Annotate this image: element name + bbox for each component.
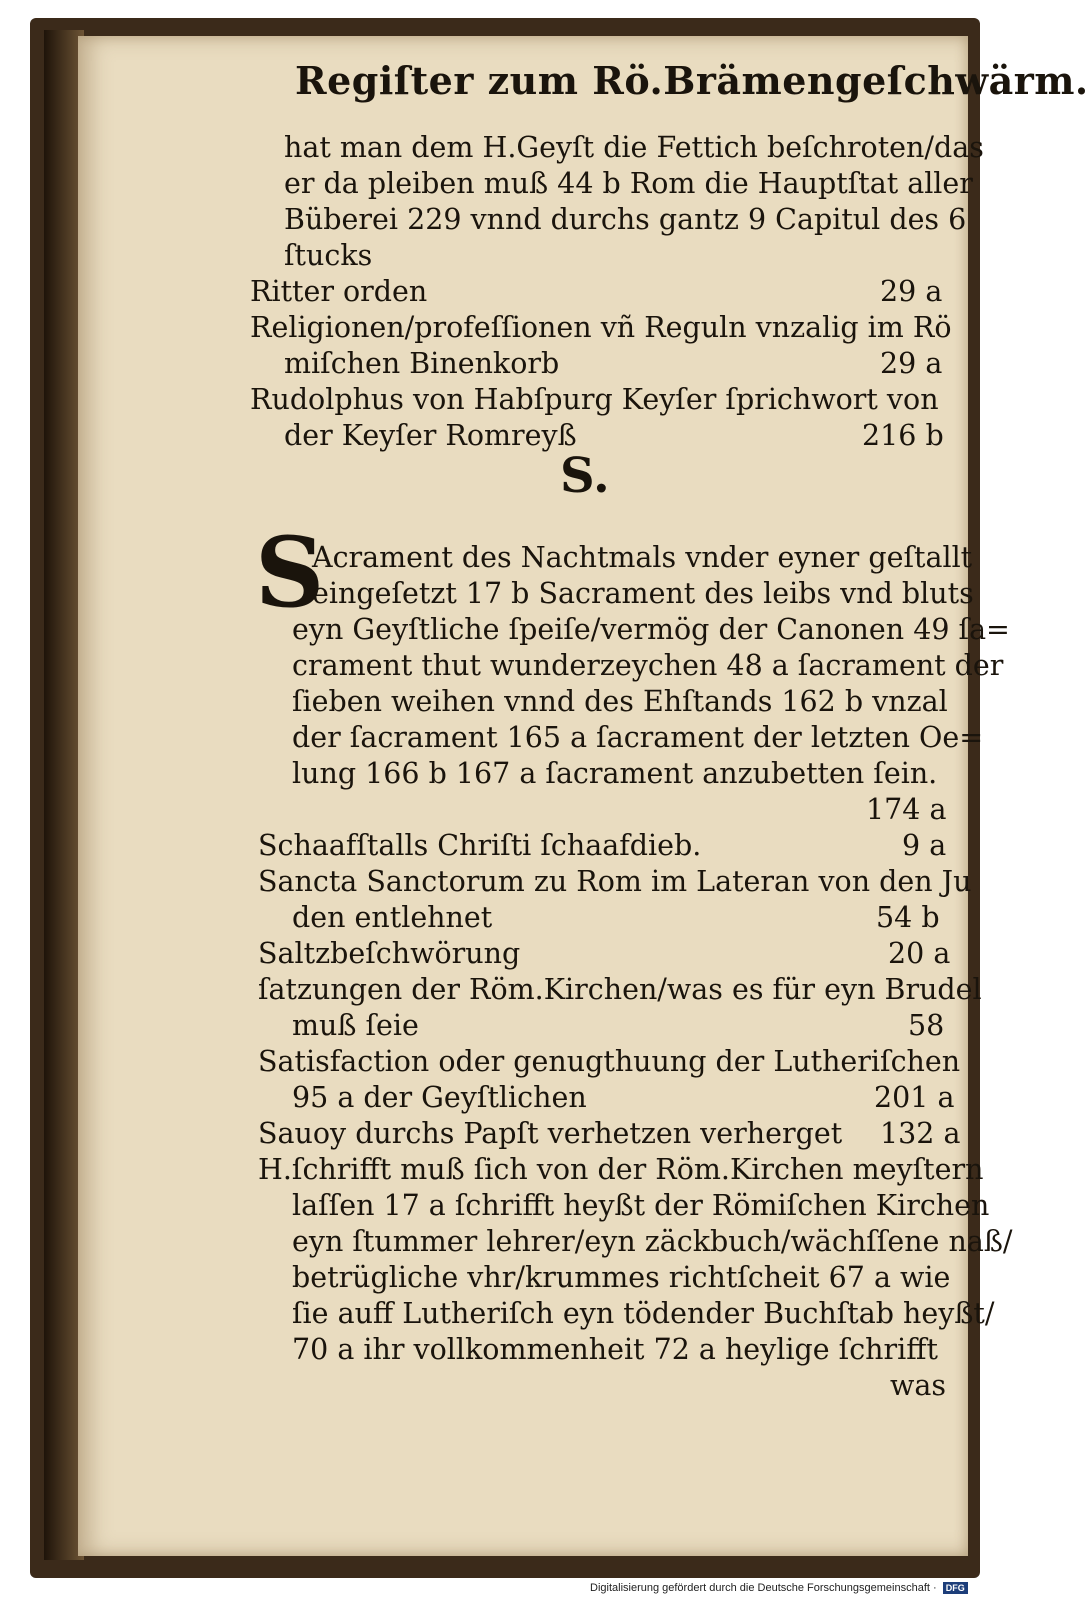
text-line: ſie auff Lutheriſch eyn tödender Buchſtab heyßt/ — [292, 1297, 995, 1330]
index-entry: Sancta Sanctorum zu Rom im Lateran von den Ju — [258, 865, 972, 898]
index-entry: Sauoy durchs Papſt verhetzen verherget — [258, 1117, 843, 1150]
text-line: 70 a ihr vollkommenheit 72 a heylige ſchrifft — [292, 1333, 938, 1366]
drop-capital: S — [255, 516, 325, 629]
dfg-logo: DFG — [943, 1582, 968, 1594]
index-entry: ſatzungen der Röm.Kirchen/was es für eyn Brudel — [258, 973, 982, 1006]
text-line: eyn ſtummer lehrer/eyn zäckbuch/wächſſene naß/ — [292, 1225, 1013, 1258]
index-entry: H.ſchrifft muß ſich von der Röm.Kirchen meyſtern — [258, 1153, 984, 1186]
text-line: eingeſetzt 17 b Sacrament des leibs vnd bluts — [312, 577, 974, 610]
text-line: crament thut wunderzeychen 48 a ſacrament der — [292, 649, 1004, 682]
page-reference: 58 — [908, 1009, 945, 1042]
section-heading: S. — [560, 448, 610, 504]
page-reference: 54 b — [876, 901, 940, 934]
text-line: hat man dem H.Geyſt die Fettich beſchroten/das — [284, 131, 984, 164]
text-line: Büberei 229 vnnd durchs gantz 9 Capitul des 6 — [284, 203, 967, 236]
page-reference: 20 a — [888, 937, 951, 970]
text-line: ſieben weihen vnnd des Ehſtands 162 b vnzal — [292, 685, 948, 718]
page-reference: 9 a — [902, 829, 947, 862]
page-reference: 132 a — [880, 1117, 961, 1150]
index-entry: Ritter orden — [250, 275, 428, 308]
text-line: betrügliche vhr/krummes richtſcheit 67 a wie — [292, 1261, 951, 1294]
catchword: was — [890, 1369, 947, 1402]
index-entry: Satisfaction oder genugthuung der Lutheriſchen — [258, 1045, 961, 1078]
text-line: ſtucks — [284, 239, 373, 272]
text-line: der Keyſer Romreyß — [284, 419, 577, 452]
index-entry: Rudolphus von Habſpurg Keyſer ſprichwort von — [250, 383, 939, 416]
text-line: lung 166 b 167 a ſacrament anzubetten ſein. — [292, 757, 938, 790]
index-entry: Schaafſtalls Chriſti ſchaafdieb. — [258, 829, 702, 862]
text-line: er da pleiben muß 44 b Rom die Hauptſtat aller — [284, 167, 973, 200]
text-line: eyn Geyſtliche ſpeiſe/vermög der Canonen 49 ſa= — [292, 613, 1010, 646]
credit-text: Digitalisierung gefördert durch die Deutsche Forschungsgemeinschaft · — [590, 1582, 937, 1594]
page-reference: 174 a — [866, 793, 947, 826]
text-line: 95 a der Geyſtlichen — [292, 1081, 587, 1114]
text-line: laſſen 17 a ſchrifft heyßt der Römiſchen Kirchen — [292, 1189, 990, 1222]
index-entry: Religionen/profeſſionen vñ Reguln vnzalig im Rö — [250, 311, 952, 344]
text-line: muß ſeie — [292, 1009, 419, 1042]
running-header: Regiſter zum Rö.Brämengeſchwärm. — [295, 58, 1089, 103]
text-line: miſchen Binenkorb — [284, 347, 560, 380]
index-entry: Acrament des Nachtmals vnder eyner geſtallt — [312, 541, 973, 574]
page-reference: 29 a — [880, 347, 943, 380]
page-reference: 29 a — [880, 275, 943, 308]
text-line: der ſacrament 165 a ſacrament der letzten Oe= — [292, 721, 984, 754]
text-line: den entlehnet — [292, 901, 493, 934]
digitization-credit — [590, 1582, 968, 1594]
index-entry: Saltzbeſchwörung — [258, 937, 521, 970]
page-reference: 201 a — [874, 1081, 955, 1114]
page-reference: 216 b — [862, 419, 944, 452]
